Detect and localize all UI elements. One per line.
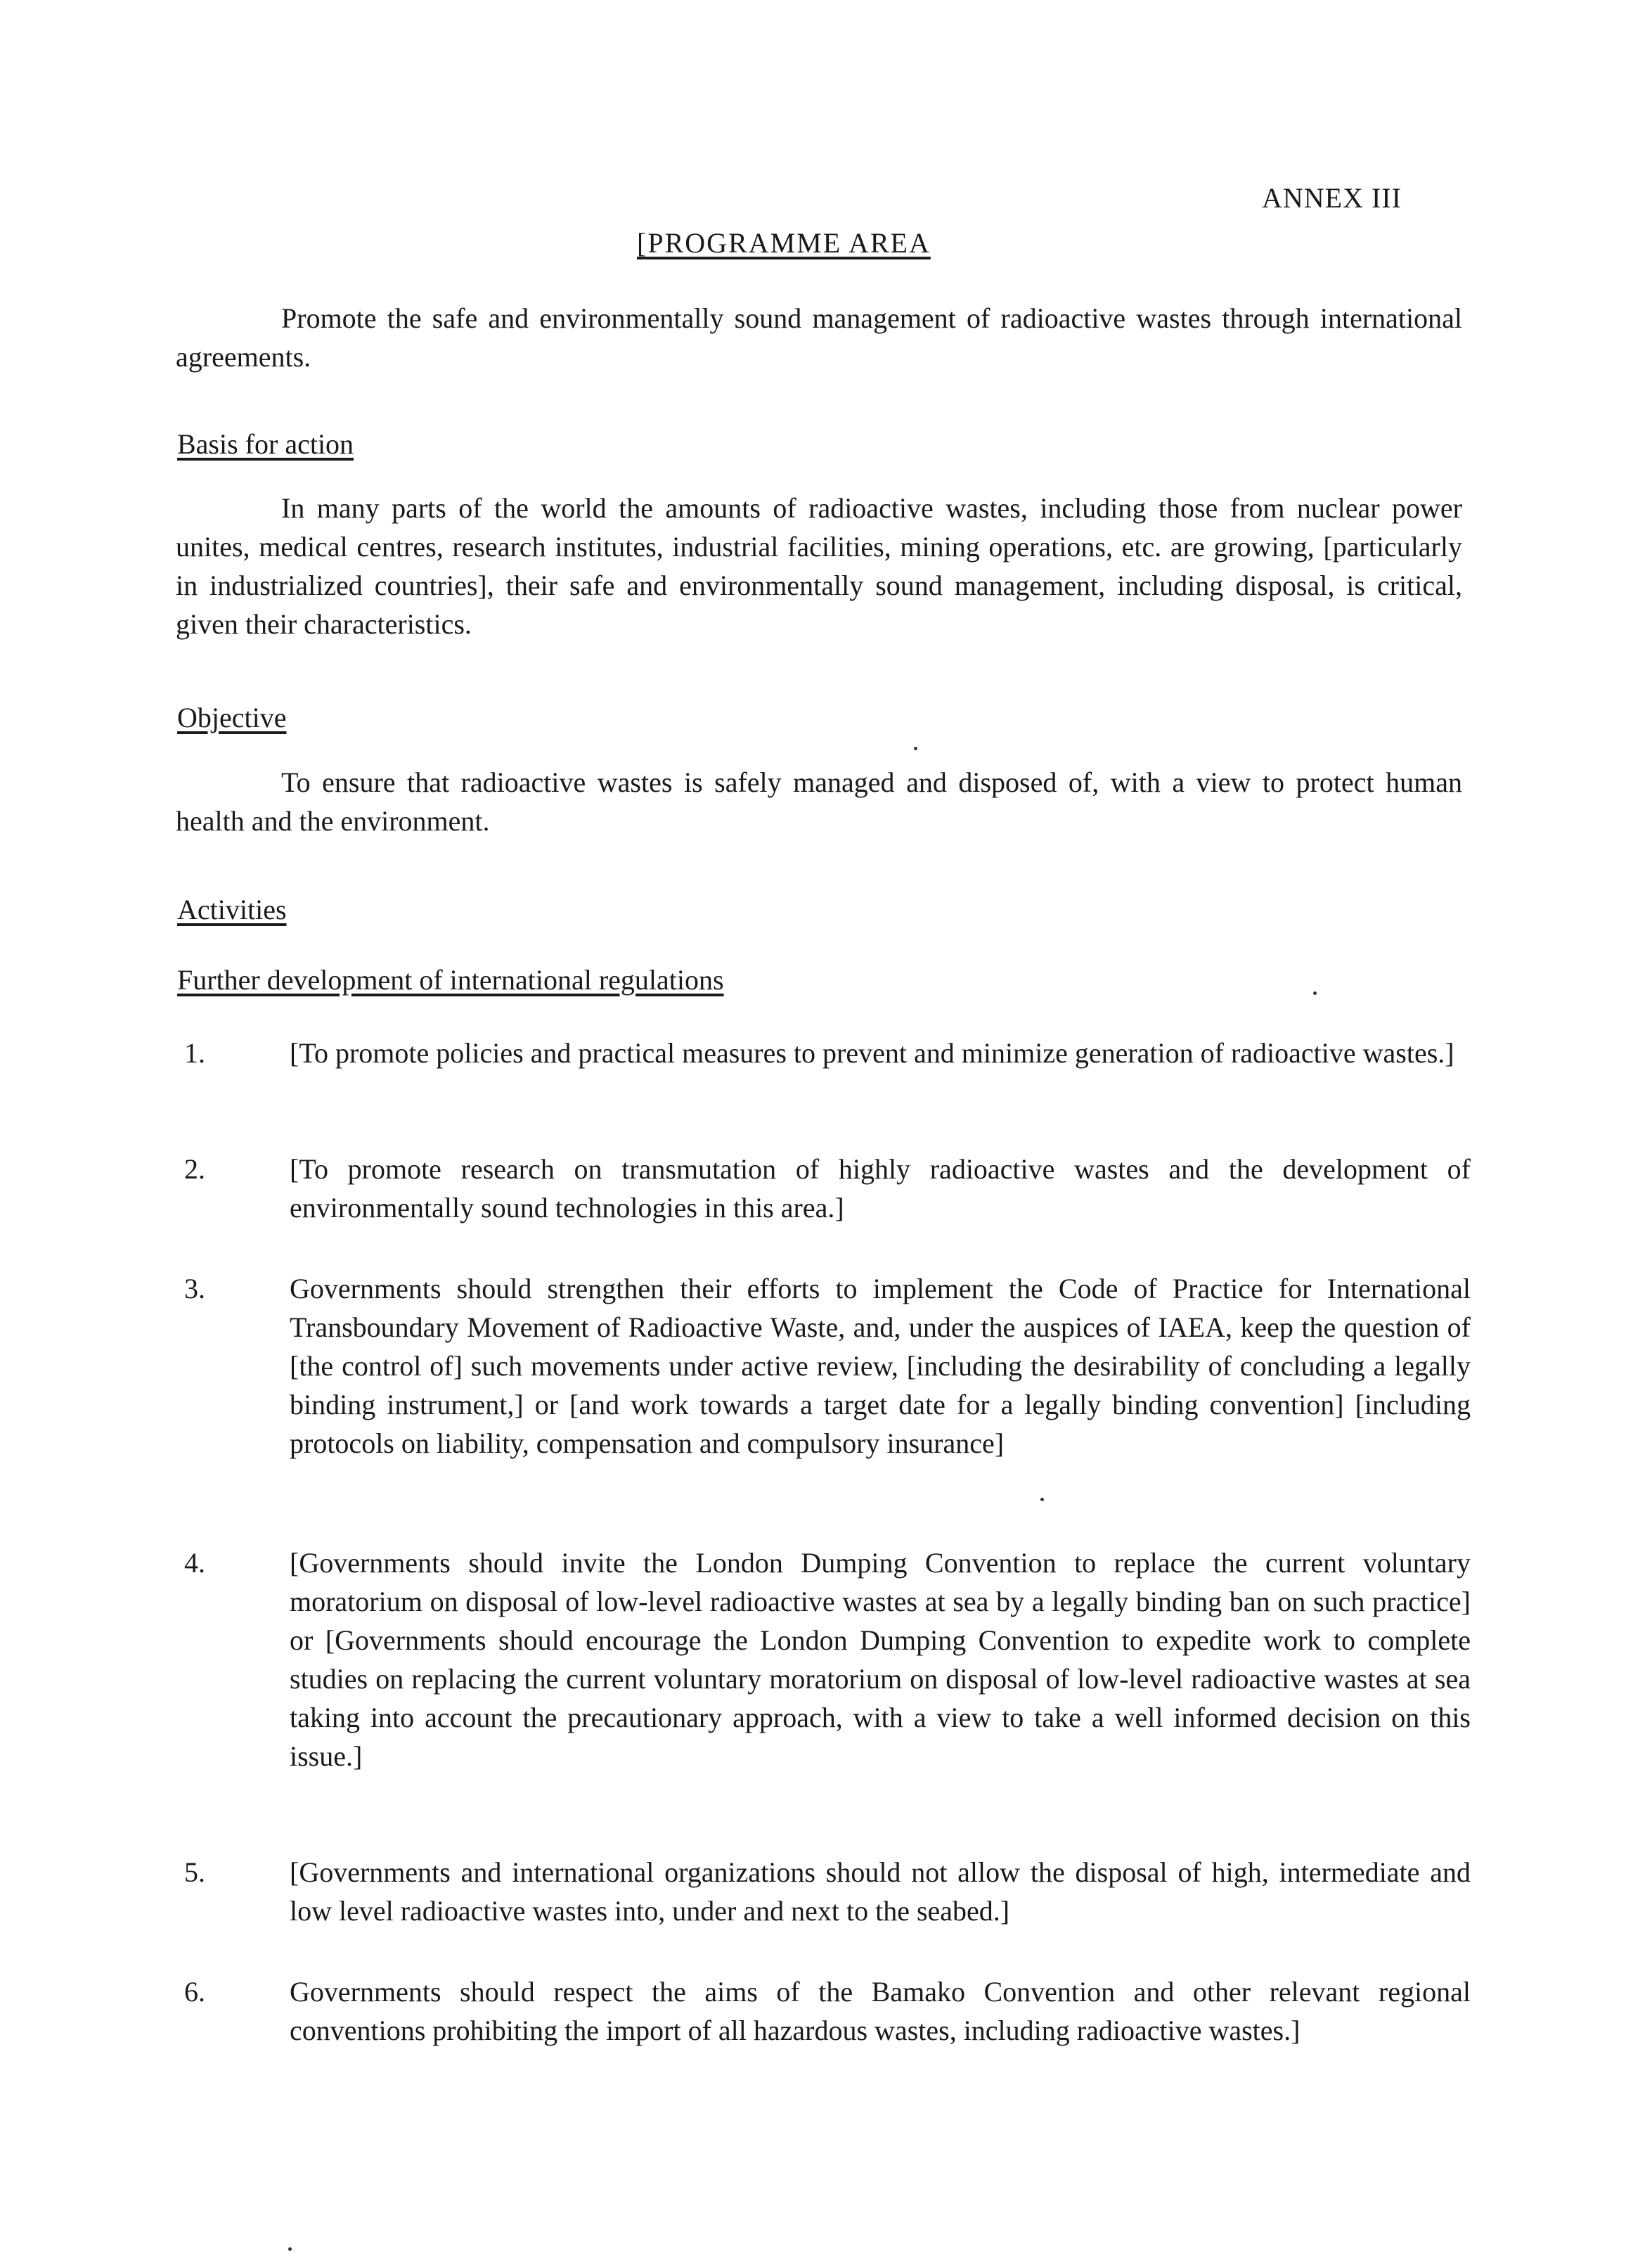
list-item [184,1034,1471,1072]
scan-speck [288,2247,292,2251]
scan-speck [1040,1498,1044,1501]
list-item-text: Governments should respect the aims of the Bamako Convention and other relevant regional conventions prohibiting the import of all hazardous wastes, including radioactive wastes.] [290,1976,1471,2046]
list-item-number: 5. [184,1856,205,1888]
list-item [184,1150,1471,1227]
objective-heading: Objective [177,702,287,733]
list-item-text: [Governments and international organizations should not allow the disposal of high, intermediate and low level radioactive wastes into, under and next to the seabed.] [290,1856,1471,1927]
intro-paragraph: Promote the safe and environmentally sound management of radioactive wastes through international agreements. [176,302,1462,373]
programme-area-title: [PROGRAMME AREA [637,227,931,259]
list-item-text: [To promote research on transmutation of highly radioactive wastes and the development of environmentally sound technologies in this area.] [290,1153,1471,1224]
list-item-number: 3. [184,1273,205,1304]
list-item [184,1543,1471,1775]
list-item-number: 6. [184,1976,205,2008]
annex-label: ANNEX III [1262,182,1402,214]
objective-paragraph: To ensure that radioactive wastes is safely managed and disposed of, with a view to protect human health and the environment. [176,766,1462,837]
list-item-number: 1. [184,1037,205,1069]
list-item [184,1853,1471,1930]
basis-paragraph: In many parts of the world the amounts of radioactive wastes, including those from nuclear power unites, medical centres, research institutes, industrial facilities, mining operations, etc. are growing, [particularly in industrialized countries], their safe and environmentally sound management, including disposal, is critical, given their characteristics. [176,492,1462,640]
list-item-text: [To promote policies and practical measures to prevent and minimize generation of radioactive wastes.] [290,1037,1454,1069]
list-item-number: 4. [184,1547,205,1579]
list-item [184,1269,1471,1463]
list-item [184,1972,1471,2050]
activities-heading: Activities [177,894,287,925]
activities-subheading: Further development of international regulations [177,964,724,996]
list-item-text: [Governments should invite the London Dumping Convention to replace the current voluntary moratorium on disposal of low-level radioactive wastes at sea by a legally binding ban on such practice] or [Governments should encourage the London Dumping Convention to expedite work to complete studies on replacing the current voluntary moratorium on disposal of low-level radioactive wastes at sea taking into account the precautionary approach, with a view to take a well informed decision on this issue.] [290,1547,1471,1772]
scan-speck [1313,991,1317,995]
list-item-number: 2. [184,1153,205,1185]
basis-heading: Basis for action [177,428,354,460]
scan-speck [914,747,917,750]
list-item-text: Governments should strengthen their efforts to implement the Code of Practice for International Transboundary Movement of Radioactive Waste, and, under the auspices of IAEA, keep the question of [the control of] such movements under active review, [including the desirability of concluding a legally binding instrument,] or [and work towards a target date for a legally binding convention] [including protocols on liability, compensation and compulsory insurance] [290,1273,1471,1459]
